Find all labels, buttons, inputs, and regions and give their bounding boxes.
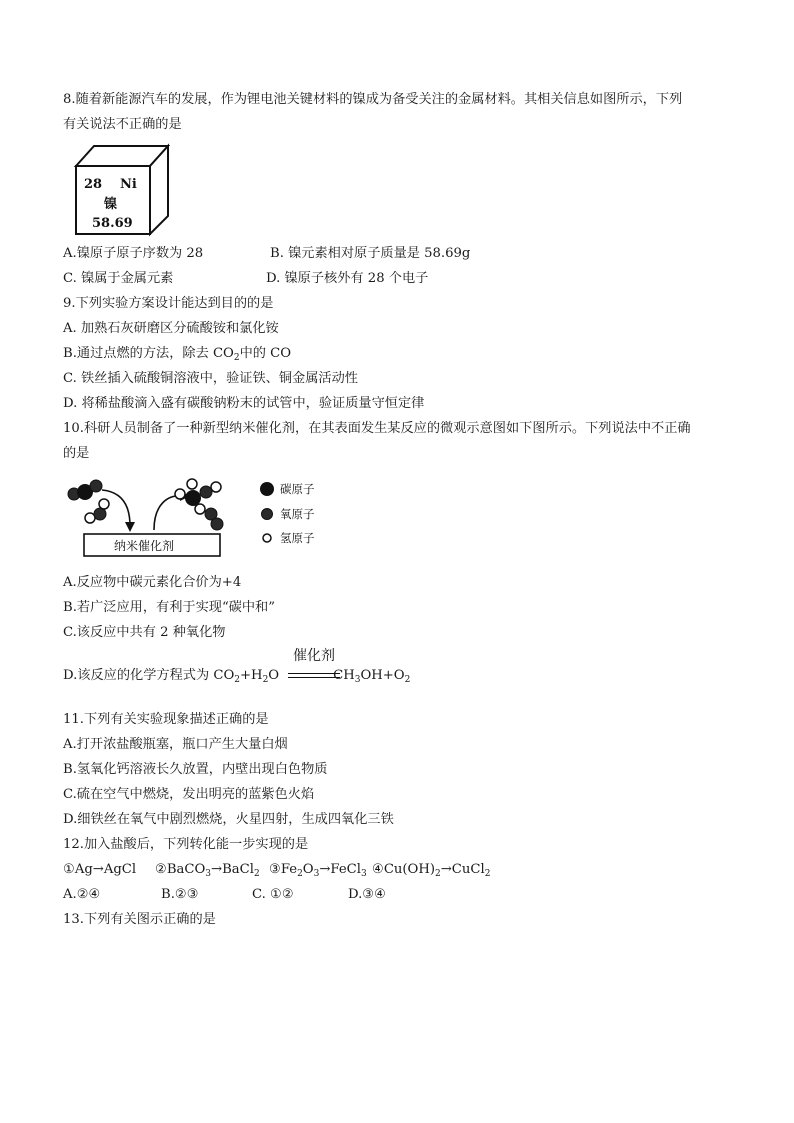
q8-option-c: C. 镍属于金属元素	[63, 271, 174, 286]
q12-item-3: $③Fe_2O_3\to FeCl_3$	[269, 862, 367, 879]
q8-stem-line2: 有关说法不正确的是	[63, 117, 182, 132]
q8-option-b: B. 镍元素相对原子质量是 58.69g	[270, 246, 471, 261]
q12-item-1: ①Ag→AgCl	[63, 862, 137, 877]
catalyst-label: 纳米催化剂	[114, 539, 175, 553]
q9-option-b: B.通过点燃的方法，除去 $CO_2$中的 CO	[63, 346, 292, 363]
element-symbol: Ni	[120, 177, 137, 192]
q11-option-a: A.打开浓盐酸瓶塞，瓶口产生大量白烟	[63, 737, 288, 752]
q12-option-a: A.②④	[63, 887, 101, 902]
q8-option-d: D. 镍原子核外有 28 个电子	[266, 271, 429, 286]
equation-condition	[287, 647, 341, 665]
q10-stem-line2: 的是	[63, 446, 90, 461]
q10-option-d: D.该反应的化学方程式为 $CO_2+H_2O$ $CH_3OH+O_2$	[63, 668, 411, 685]
legend-carbon: 碳原子	[280, 482, 315, 496]
q12-item-4: $④Cu(OH)_2\to CuCl_2$	[372, 862, 491, 879]
q11-stem: 11.下列有关实验现象描述正确的是	[63, 712, 269, 727]
element-atomic-number: 28	[84, 177, 103, 192]
q12-option-d: D.③④	[348, 887, 386, 902]
q12-option-c: C. ①②	[252, 887, 294, 902]
q11-option-d: D.细铁丝在氧气中剧烈燃烧，火星四射，生成四氧化三铁	[63, 812, 394, 827]
q8-stem-line1: 8.随着新能源汽车的发展，作为锂电池关键材料的镍成为备受关注的金属材料。其相关信息如图所示，下列	[63, 92, 683, 107]
q10-option-c: C.该反应中共有 2 种氧化物	[63, 625, 226, 640]
catalyst-condition-text: 催化剂	[293, 648, 335, 664]
q11-option-b: B.氢氧化钙溶液长久放置，内壁出现白色物质	[63, 762, 328, 777]
catalyst-reaction-diagram	[64, 474, 334, 564]
q9-option-a: A. 加熟石灰研磨区分硫酸铵和氯化铵	[63, 321, 279, 336]
legend-hydrogen: 氢原子	[280, 531, 315, 545]
q12-stem: 12.加入盐酸后，下列转化能一步实现的是	[63, 837, 309, 852]
element-atomic-mass: 58.69	[92, 216, 133, 231]
q10-stem-line1: 10.科研人员制备了一种新型纳米催化剂，在其表面发生某反应的微观示意图如下图所示。下列说法中不正确	[63, 421, 691, 436]
equals-sign-upper	[288, 673, 340, 674]
q9-option-d: D. 将稀盐酸滴入盛有碳酸钠粉末的试管中，验证质量守恒定律	[63, 396, 425, 411]
q10-option-b: B.若广泛应用，有利于实现“碳中和”	[63, 600, 275, 615]
q8-option-a: A.镍原子原子序数为 28	[63, 246, 204, 261]
nickel-element-cube	[70, 142, 176, 238]
q13-stem: 13.下列有关图示正确的是	[63, 912, 216, 927]
equals-sign-lower	[288, 677, 340, 678]
legend-oxygen: 氧原子	[280, 507, 315, 521]
q12-option-b: B.②③	[161, 887, 199, 902]
q9-option-c: C. 铁丝插入硫酸铜溶液中，验证铁、铜金属活动性	[63, 371, 358, 386]
q12-item-2: ②BaCO$_3$→BaCl$_2$	[155, 862, 260, 879]
q9-stem: 9.下列实验方案设计能达到目的的是	[63, 296, 274, 311]
element-name: 镍	[104, 197, 118, 212]
q10-option-a: A.反应物中碳元素化合价为+4	[63, 575, 242, 590]
q11-option-c: C.硫在空气中燃烧，发出明亮的蓝紫色火焰	[63, 787, 315, 802]
